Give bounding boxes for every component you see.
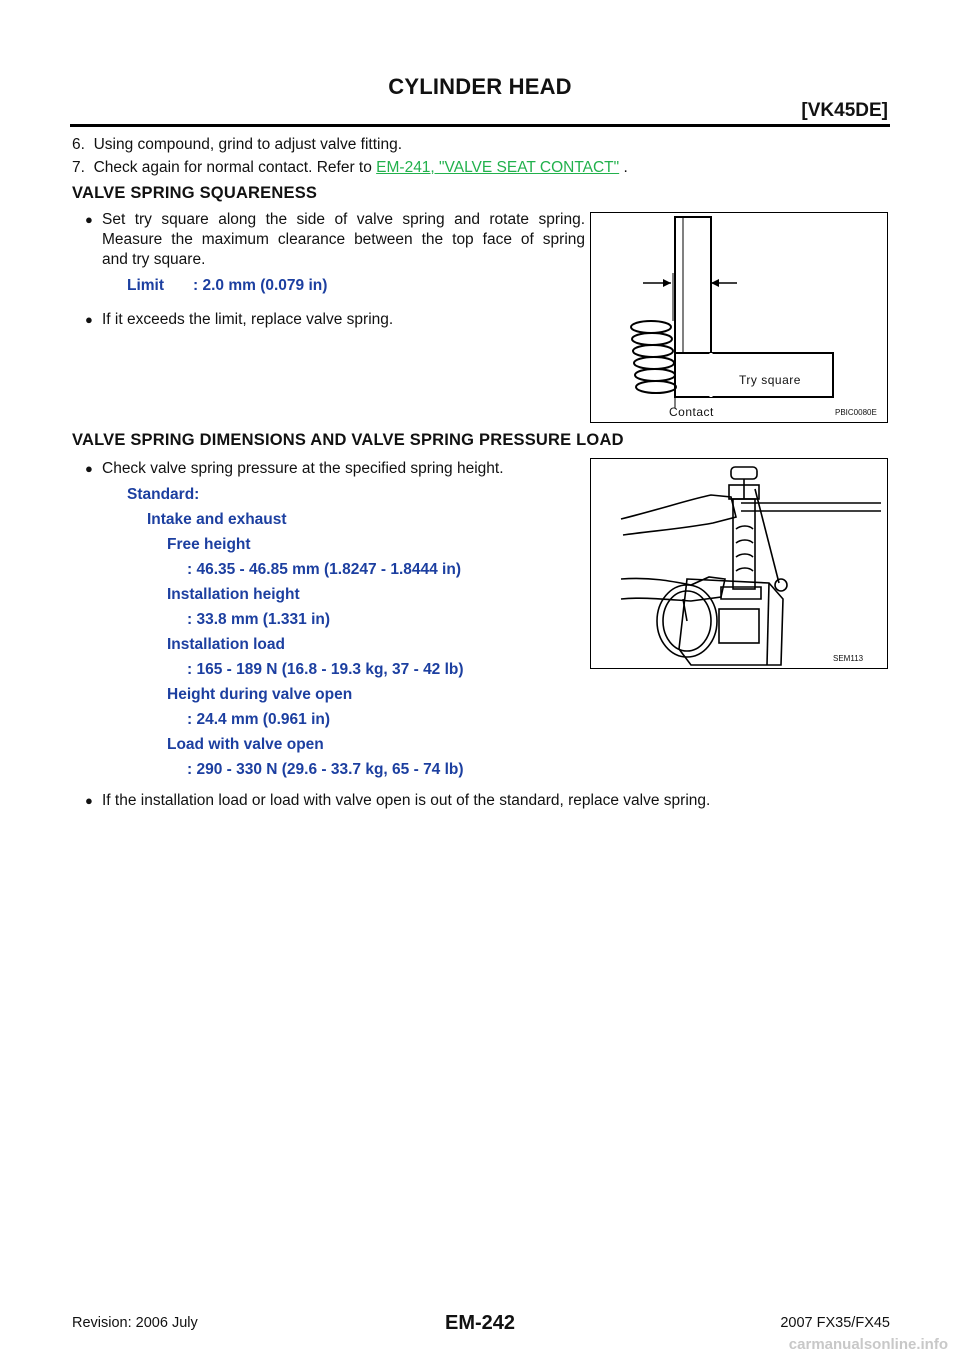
- figure-code: PBIC0080E: [835, 408, 877, 417]
- step-text: Check again for normal contact. Refer to: [93, 159, 377, 176]
- step-text: Using compound, grind to adjust valve fitting.: [93, 136, 403, 153]
- try-square-figure: [590, 212, 888, 423]
- bullet-line: and try square.: [102, 251, 206, 268]
- section-code: [VK45DE]: [801, 100, 888, 121]
- spec-value-load-valve-open: : 290 - 330 N (29.6 - 33.7 kg, 65 - 74 lb): [187, 761, 464, 778]
- spec-label-height-valve-open: Height during valve open: [167, 686, 353, 703]
- contact-label: Contact: [669, 405, 714, 419]
- header-rule: [70, 124, 890, 127]
- dimensions-bullet-2: [85, 791, 885, 811]
- step-6: [72, 136, 402, 154]
- bullet-text: If it exceeds the limit, replace valve spring.: [102, 311, 394, 328]
- step-number: 6.: [72, 136, 85, 153]
- bullet-icon: ●: [85, 793, 93, 808]
- step-number: 7.: [72, 159, 85, 176]
- spec-label-load-valve-open: Load with valve open: [167, 736, 324, 753]
- spec-label-free-height: Free height: [167, 536, 251, 553]
- spring-tester-illustration: [591, 459, 887, 668]
- group-label: Intake and exhaust: [147, 511, 287, 528]
- standard-label: Standard:: [127, 486, 200, 503]
- bullet-icon: ●: [85, 461, 93, 476]
- bullet-line: Measure the maximum clearance between the top face of spring: [102, 231, 585, 248]
- bullet-text: If the installation load or load with valve open is out of the standard, replace valve spring.: [102, 792, 711, 809]
- figure-code: SEM113: [833, 654, 864, 663]
- spec-value-height-valve-open: : 24.4 mm (0.961 in): [187, 711, 331, 728]
- revision-text: Revision: 2006 July: [72, 1315, 198, 1331]
- spec-label-installation-load: Installation load: [167, 636, 285, 653]
- page-number: EM-242: [444, 1312, 516, 1334]
- spring-tester-figure: [590, 458, 888, 669]
- limit-label: Limit: [127, 277, 165, 294]
- spec-value-installation-load: : 165 - 189 N (16.8 - 19.3 kg, 37 - 42 lb): [187, 661, 464, 678]
- bullet-icon: ●: [85, 212, 93, 227]
- bullet-text: Check valve spring pressure at the specified spring height.: [102, 460, 504, 477]
- limit-value: : 2.0 mm (0.079 in): [193, 277, 328, 294]
- dimensions-bullet-1: [85, 459, 565, 479]
- try-square-illustration: [591, 213, 887, 422]
- spec-label-installation-height: Installation height: [167, 586, 300, 603]
- step-7: [72, 159, 628, 177]
- try-square-label: Try square: [739, 373, 801, 387]
- spec-value-installation-height: : 33.8 mm (1.331 in): [187, 611, 331, 628]
- page-title: CYLINDER HEAD: [388, 74, 572, 99]
- spec-value-free-height: : 46.35 - 46.85 mm (1.8247 - 1.8444 in): [187, 561, 461, 578]
- step-text-end: .: [619, 159, 628, 176]
- dimensions-heading: VALVE SPRING DIMENSIONS AND VALVE SPRING PRESSURE LOAD: [72, 431, 624, 449]
- valve-seat-contact-link[interactable]: EM-241, "VALVE SEAT CONTACT": [376, 159, 620, 176]
- bullet-line: Set try square along the side of valve spring and rotate spring.: [102, 211, 585, 228]
- squareness-bullet-2: [85, 310, 565, 330]
- model-text: 2007 FX35/FX45: [780, 1315, 890, 1331]
- bullet-text: [102, 210, 585, 270]
- squareness-heading: VALVE SPRING SQUARENESS: [72, 184, 318, 202]
- watermark: carmanualsonline.info: [788, 1336, 948, 1353]
- bullet-icon: ●: [85, 312, 93, 327]
- squareness-bullet-1: [85, 210, 585, 270]
